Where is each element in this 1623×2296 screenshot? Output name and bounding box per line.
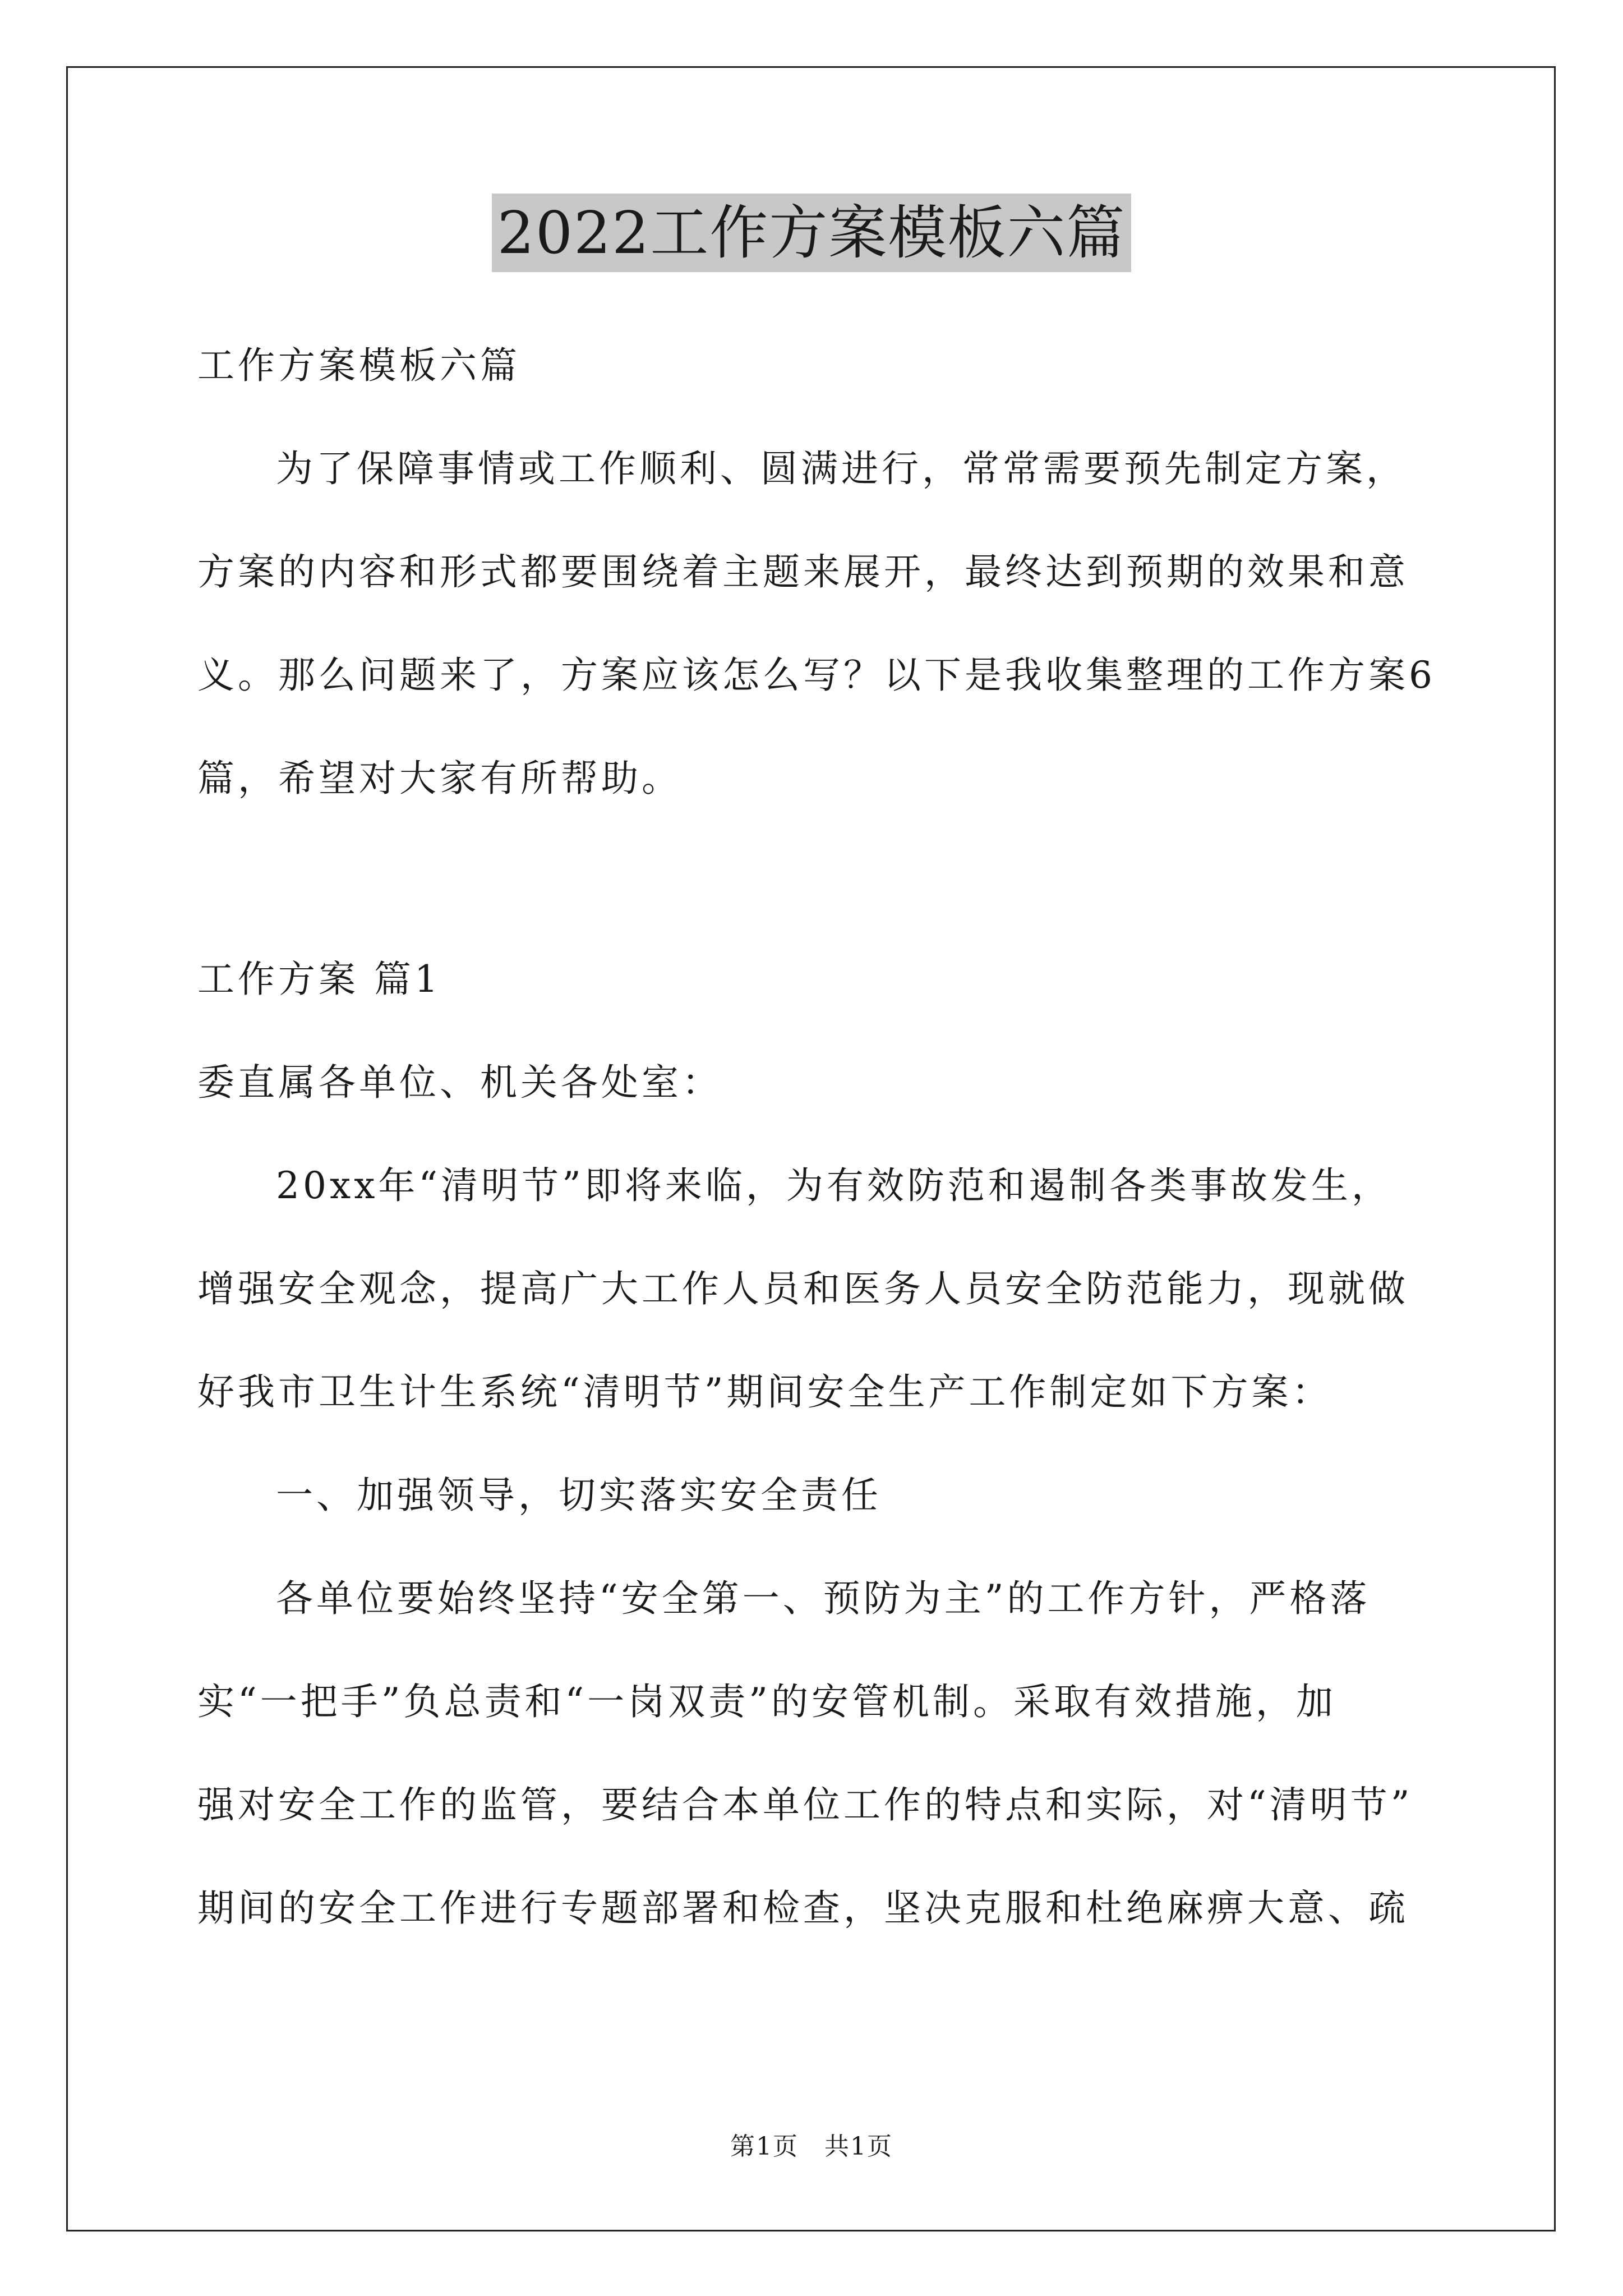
intro-line: 为了保障事情或工作顺利、圆满进行，常常需要预先制定方案， [276, 447, 1407, 490]
page-footer: 第1页 共1页 [730, 2132, 893, 2161]
intro-line: 方案的内容和形式都要围绕着主题来展开，最终达到预期的效果和意 [197, 550, 1409, 593]
title-container [0, 194, 1623, 272]
document-subtitle: 工作方案模板六篇 [197, 344, 520, 387]
paragraph-line: 期间的安全工作进行专题部署和检查，坚决克服和杜绝麻痹大意、疏 [197, 1887, 1409, 1930]
paragraph-line: 实“一把手”负总责和“一岗双责”的安管机制。采取有效措施，加 [197, 1680, 1336, 1723]
section-gap [197, 830, 1442, 928]
intro-line: 义。那么问题来了，方案应该怎么写？以下是我收集整理的工作方案6 [197, 654, 1436, 697]
paragraph-line: 各单位要始终坚持“安全第一、预防为主”的工作方针，严格落 [276, 1577, 1371, 1620]
paragraph-line: 增强安全观念，提高广大工作人员和医务人员安全防范能力，现就做 [197, 1267, 1409, 1310]
section-heading: 工作方案 篇1 [197, 958, 441, 1001]
paragraph-line: 好我市卫生计生系统“清明节”期间安全生产工作制定如下方案： [197, 1370, 1332, 1414]
paragraph-line: 强对安全工作的监管，要结合本单位工作的特点和实际，对“清明节” [197, 1783, 1413, 1826]
addressee: 委直属各单位、机关各处室： [197, 1061, 722, 1104]
intro-line: 篇，希望对大家有所帮助。 [197, 757, 682, 800]
paragraph-line: 20xx年“清明节”即将来临，为有效防范和遏制各类事故发生， [276, 1164, 1392, 1207]
document-title: 2022工作方案模板六篇 [492, 194, 1132, 272]
document-body [197, 314, 1442, 1960]
point-heading: 一、加强领导，切实落实安全责任 [276, 1474, 882, 1517]
